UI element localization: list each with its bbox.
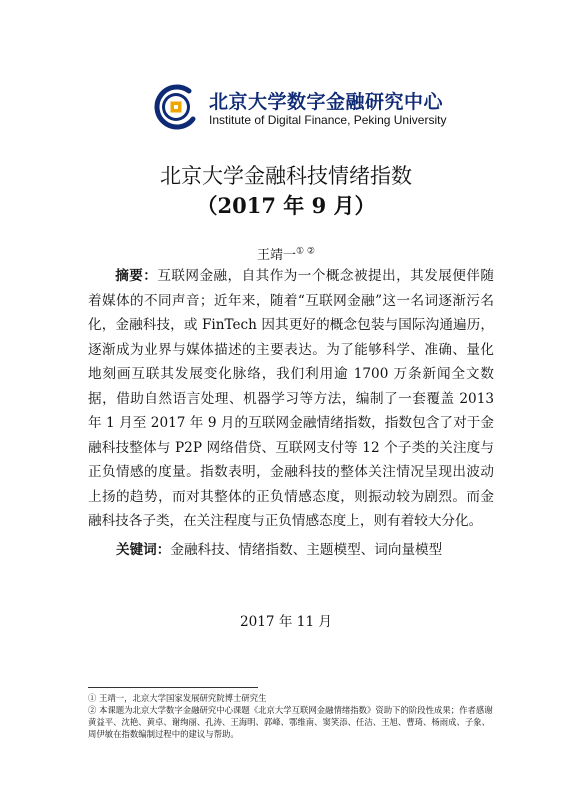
institute-logo [153, 80, 447, 130]
document-subtitle-date: （2017 年 9 月） [196, 193, 376, 218]
document-title: 北京大学金融科技情绪指数 [160, 164, 412, 188]
footnote-1: ① 王靖一，北京大学国家发展研究院博士研究生 [88, 693, 267, 703]
footnote-markers: ① ② [296, 246, 315, 257]
footnotes [88, 692, 498, 740]
publication-date: 2017 年 11 月 [239, 614, 333, 630]
keywords [116, 538, 442, 558]
footnote-divider [88, 687, 258, 688]
abstract-label: 摘要： [115, 268, 158, 284]
footnote-2: ② 本课题为北京大学数字金融研究中心课题《北京大学互联网金融情绪指数》资助下的阶段性成果；作者感谢黄益平、沈艳、黄卓、谢绚丽、孔涛、王海明、郭峰、鄂维南、窦笑添、任洁、王旭、曹琦、杨雨成、子象、周伊敏在指数编制过程中的建议与帮助。 [88, 705, 493, 739]
institute-name-cn: 北京大学数字金融研究中心 [209, 91, 444, 113]
author-line [0, 244, 572, 263]
abstract-text: 互联网金融，自其作为一个概念被提出，其发展便伴随着媒体的不同声音；近年来，随着“互联网金融”这一名词逐渐污名化，金融科技，或 FinTech 因其更好的概念包装与国际沟通遍历，逐渐成为业界与媒体描述的主要表达。为了能够科学、准确、量化地刻画互联其发展变化脉络，我们利用逾 1700 万条新闻全文数据，借助自然语言处理、机器学习等方法，编制了一套覆盖 2013 年 1 月至 2017 年 9 月的互联网金融情绪指数，指数包含了对于金融科技整体与 P2P 网络借贷、互联网支付等 12 个子类的关注度与正负情感的度量。指数表明，金融科技的整体关注情况呈现出波动上扬的趋势，而对其整体的正负情感态度，则振动较为剧烈。而金融科技各子类，在关注程度与正负情感态度上，则有着较大分化。 [88, 268, 494, 529]
abstract [88, 264, 494, 534]
author-name: 王靖一 [256, 248, 296, 263]
keywords-text: 金融科技、情绪指数、主题模型、词向量模型 [170, 542, 443, 558]
keywords-label: 关键词： [116, 542, 171, 558]
pku-emblem-icon [153, 84, 199, 130]
institute-name-en: Institute of Digital Finance, Peking University [209, 113, 447, 127]
